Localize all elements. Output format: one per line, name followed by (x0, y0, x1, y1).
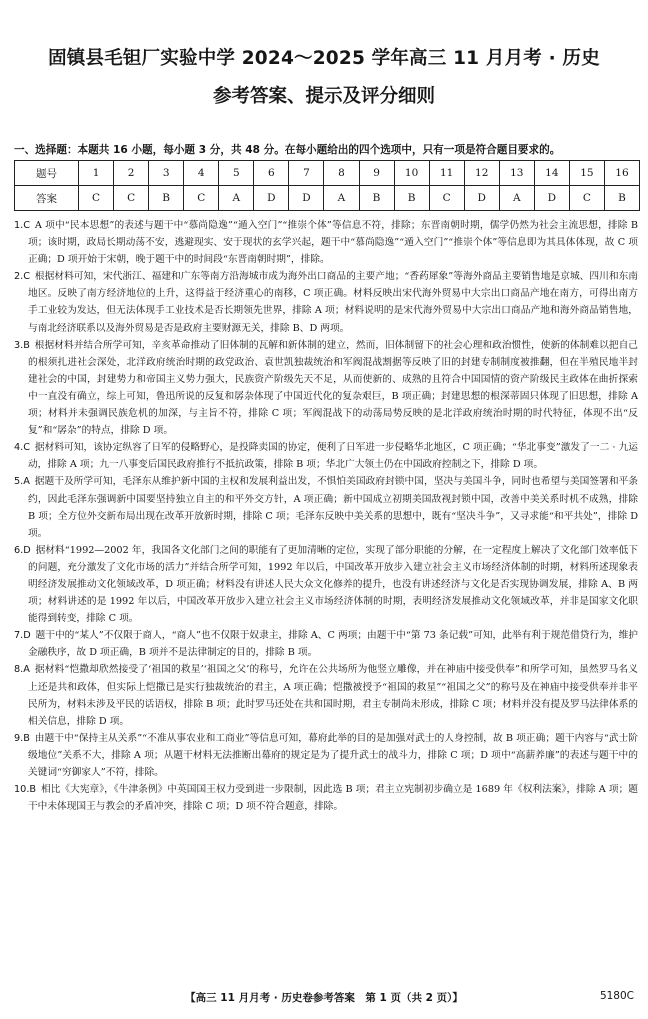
answer-cell: D (254, 186, 289, 211)
question-number-cell: 5 (219, 161, 254, 186)
question-number-cell: 10 (394, 161, 429, 186)
paper-code: 5180C (599, 990, 634, 1002)
explanation-item (14, 337, 638, 440)
explanation-item (14, 627, 638, 661)
item-number: 2.C (14, 271, 31, 283)
answer-cell: C (569, 186, 604, 211)
item-number: 7.D (14, 630, 31, 642)
explanation-list (14, 217, 638, 815)
explanation-item (14, 730, 638, 781)
item-number: 4.C (14, 442, 31, 454)
answer-cell: A (219, 186, 254, 211)
answer-cell: D (464, 186, 499, 211)
answer-cell: D (534, 186, 569, 211)
item-text: 题干中的“某人”不仅限于商人，“商人”也不仅限于奴隶主，排除 A、C 两项；由题干中“第 73 条记载”可知，此举有利于规范借贷行为，维护金融秩序，故 D 项正确，B 项并不是法律制定的目的，排除 B 项。 (28, 630, 638, 659)
question-number-cell: 8 (324, 161, 359, 186)
page-subtitle: 参考答案、提示及评分细则 (212, 86, 435, 107)
answer-cell: B (359, 186, 394, 211)
item-text: 根据材料并结合所学可知，辛亥革命推动了旧体制的瓦解和新体制的建立，然而，旧体制留下的社会心理和政治惯性，使新的体制难以把自己的根须扎进社会深处，北洋政府统治时期的政党政治、袁世凯独裁统治和军阀混战割据等反映了旧的封建专制制度被推翻，但在半殖民地半封建社会的中国，封建势力和帝国主义势力强大，民族资产阶级先天不足，从而使新的、成熟的且符合中国国情的资产阶级民主政体在曲折探索中一直没有确立，综上可知，鲁迅所说的反复和孱杂体现了中国近代化的复杂艰巨，B 项正确；封建思想的根深蒂固只体现了旧思想，排除 A 项；材料并未强调民族危机的加深，与主旨不符，排除 C 项；军阀混战下的动荡局势反映的是北洋政府统治时期的时代特征，体现不出“反复”和“孱杂”的特点，排除 D 项。 (28, 339, 638, 437)
question-number-cell: 1 (79, 161, 114, 186)
question-number-cell: 3 (149, 161, 184, 186)
item-text: 据题干及所学可知，毛泽东从维护新中国的主权和发展利益出发，不惧怕美国政府封锁中国，坚决与美国斗争，同时也希望与美国签署和平条约，因此毛泽东强调新中国要坚持独立自主的和平外交方针，A 项正确；新中国成立初期美国敌视封锁中国，改善中美关系时机不成熟，排除 B 项；全方位外交新布局出现在改革开放新时期，排除 C 项；毛泽东反映中美关系的思想中，既有“坚决斗争”，又寻求能“和平共处”，排除 D 项。 (28, 476, 638, 539)
item-text: 据材料可知，该协定纵容了日军的侵略野心，是投降卖国的协定，便利了日军进一步侵略华北地区，C 项正确；“华北事变”激发了一二 · 九运动，排除 A 项；九一八事变后国民政府推行不抵抗政策，排除 B 项；华北广大领土仍在中国政府控制之下，排除 D 项。 (28, 442, 638, 471)
item-number: 3.B (14, 339, 30, 351)
item-text: 由题干中“保持主从关系”“不准从事农业和工商业”等信息可知，幕府此举的目的是加强对武士的人身控制，故 B 项正确；题干内容与“武士阶级地位”关系不大，排除 A 项；从题干材料无法推断出幕府的规定是为了提升武士的战斗力，排除 C 项；D 项中“高薪养廉”的表述与题干中的关键词“穷御家人”不符，排除。 (28, 732, 638, 778)
answer-cell: C (114, 186, 149, 211)
item-text: 相比《大宪章》，《牛津条例》中英国国王权力受到进一步限制，因此选 B 项；君主立宪制初步确立是 1689 年《权利法案》，排除 A 项；题干中未体现国王与教会的矛盾冲突，排除 C 项；D 项不符合题意，排除。 (28, 784, 638, 813)
answer-cell: C (429, 186, 464, 211)
question-number-cell: 11 (429, 161, 464, 186)
answer-cell: B (604, 186, 639, 211)
item-number: 10.B (14, 784, 37, 796)
question-number-cell: 6 (254, 161, 289, 186)
explanation-item (14, 268, 638, 336)
item-text: 据材料“1992—2002 年，我国各文化部门之间的职能有了更加清晰的定位，实现了部分职能的分解，在一定程度上解决了文化部门效率低下的问题，充分激发了文化市场的活力”并结合所学可知，1992 年以后，中国改革开放步入建立社会主义市场经济体制的时期，材料所述现象表明经济发展推动文化领域改革，D 项正确；材料没有讲述人民大众文化修养的提升，也没有讲述经济与文化是否实现协调发展，排除 A、B 两项；材料讲述的是 1992 年以后，中国改革开放步入建立社会主义市场经济体制的时期，表明经济发展推动文化领域改革，并非是国家文化职能得到转变，排除 C 项。 (28, 544, 638, 625)
item-text: 据材料“恺撒却欣然接受了‘祖国的救星’‘祖国之父’的称号，允许在公共场所为他竖立雕像，并在神庙中接受供奉”和所学可知，虽然罗马名义上还是共和政体，但实际上恺撒已是实行独裁统治的君主，A 项正确；恺撒被授予“祖国的救星”“祖国之父”的称号及在神庙中接受供奉并非平民所为，材料未涉及平民的话语权，排除 B 项；此时罗马还处在共和国时期，君主专制尚未形成，排除 C 项；材料并没有提及罗马法律体系的相关信息，排除 D 项。 (28, 664, 638, 727)
answer-label: 答案 (15, 186, 79, 211)
answer-cell: C (79, 186, 114, 211)
explanation-item (14, 542, 638, 627)
question-number-cell: 9 (359, 161, 394, 186)
answer-row (15, 186, 640, 211)
page-title: 固镇县毛钽厂实验中学 2024～2025 学年高三 11 月月考 · 历史 (48, 48, 600, 69)
item-text: A 项中“民本思想”的表述与题干中“慕尚隐逸”“遁入空门”“推崇个体”等信息不符，排除；东晋南朝时期，儒学仍然为社会主流思想，排除 B 项；该时期，政局长期动荡不安，逃避现实、安于现状的玄学兴起，题干中“慕尚隐逸”“遁入空门”“推崇个体”等信息即为其具体体现，故 C 项正确；D 项开始于宋朝，晚于题干中的时间段“东晋南朝时期”，排除。 (28, 220, 638, 266)
question-number-cell: 12 (464, 161, 499, 186)
item-number: 9.B (14, 732, 30, 744)
answer-cell: A (324, 186, 359, 211)
question-number-label: 题号 (15, 161, 79, 186)
explanation-item (14, 439, 638, 473)
explanation-item (14, 661, 638, 729)
question-number-cell: 14 (534, 161, 569, 186)
item-number: 5.A (14, 476, 30, 488)
answer-cell: C (184, 186, 219, 211)
explanation-item (14, 217, 638, 268)
question-number-cell: 4 (184, 161, 219, 186)
answer-cell: B (149, 186, 184, 211)
explanation-item (14, 473, 638, 541)
answer-cell: B (394, 186, 429, 211)
answer-table (14, 160, 640, 211)
question-number-cell: 15 (569, 161, 604, 186)
question-number-cell: 13 (499, 161, 534, 186)
question-number-cell: 16 (604, 161, 639, 186)
item-number: 1.C (14, 220, 31, 231)
section-heading: 一、选择题：本题共 16 小题，每小题 3 分，共 48 分。在每小题给出的四个选项中，只有一项是符合题目要求的。 (14, 144, 561, 156)
question-number-cell: 7 (289, 161, 324, 186)
item-number: 6.D (14, 544, 31, 556)
question-number-cell: 2 (114, 161, 149, 186)
question-number-row (15, 161, 640, 186)
explanation-item (14, 781, 638, 815)
item-text: 根据材料可知，宋代浙江、福建和广东等南方沿海城市成为海外出口商品的主要产地；“香药犀象”等海外商品主要销售地是京城、四川和东南地区。反映了南方经济地位的上升，这得益于经济重心的南移，C 项正确。材料反映出宋代海外贸易中大宗出口商品产地在南方，可得出南方手工业较为发达，但无法体现手工业技术是否长期领先世界，排除 A 项；材料说明的是宋代海外贸易中大宗出口商品产地和海外商品销售地，与南北经济联系以及海外贸易是否是政府主要财源无关，排除 B、D 两项。 (28, 271, 638, 334)
item-number: 8.A (14, 664, 30, 676)
answer-cell: A (499, 186, 534, 211)
page-footer: 【高三 11 月月考 · 历史卷参考答案 第 1 页（共 2 页）】 (185, 992, 463, 1004)
answer-cell: D (289, 186, 324, 211)
